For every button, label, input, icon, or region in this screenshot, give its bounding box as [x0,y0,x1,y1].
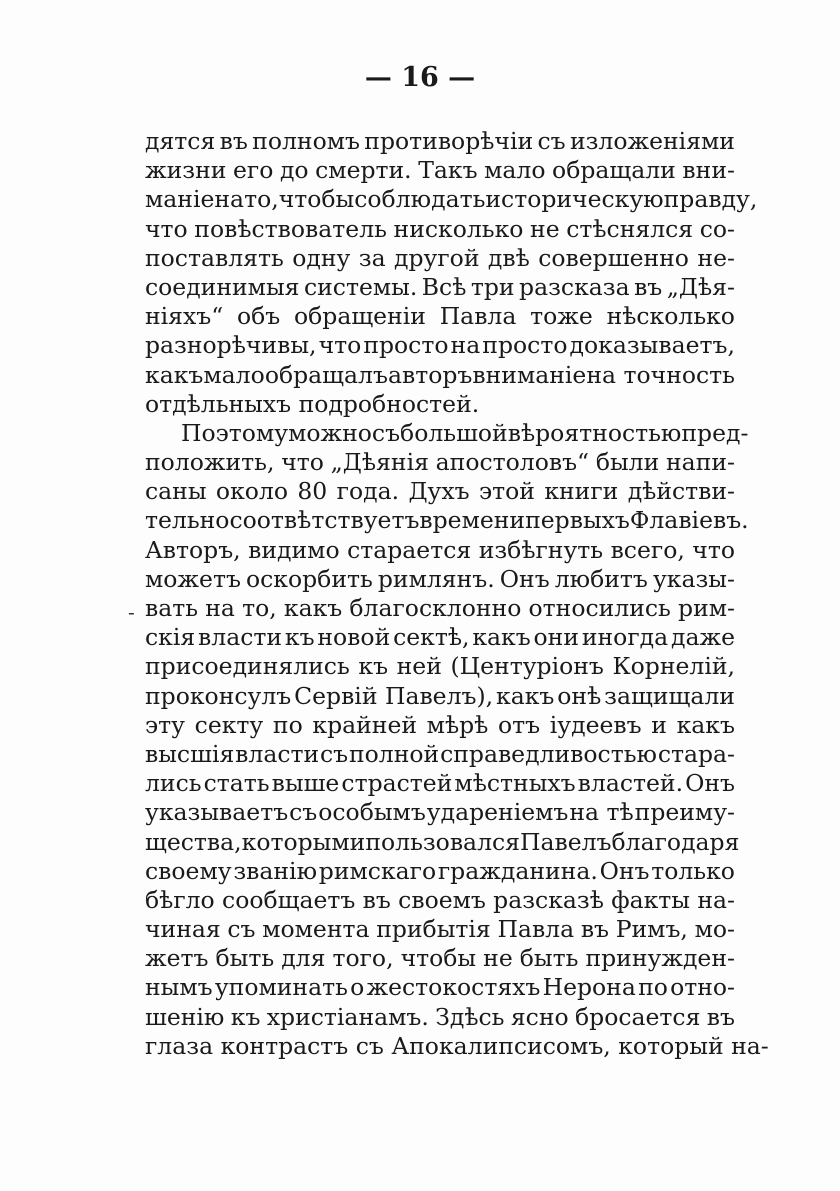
word: Онъ [685,769,735,798]
margin-mark: - [128,600,135,624]
text-line [145,565,735,594]
word: положить, [145,448,275,477]
word: старается [347,535,472,564]
word: поставлять [145,243,284,272]
word: крайней [312,710,418,739]
text-line [145,244,735,273]
word: мало [484,156,546,185]
text-line [145,652,735,681]
word: стара- [657,739,735,768]
word: новой [317,623,391,652]
word: какъ [145,360,204,389]
word: повѣствователь [194,214,387,243]
word: съ [227,915,256,944]
word: подробностей. [298,389,480,418]
word: въ [219,127,248,155]
word: оскорбить [245,564,373,593]
word: дѣйстви- [627,477,735,506]
word: „Дѣянія [330,448,429,477]
word: разсказа [519,272,630,301]
text-line [145,944,735,973]
text-line [145,215,735,244]
word: разсказѣ [493,885,604,914]
word: что [281,448,324,477]
word: какъ [676,710,735,739]
word: власти [198,623,283,652]
word: обращали [552,156,676,185]
word: жетъ [145,944,209,973]
word: принужден- [585,944,735,973]
word: авторъ [387,360,473,389]
word: только [651,856,735,885]
word: съ [371,418,401,447]
word: тельно [145,506,230,535]
word: просто [363,331,449,360]
word: двѣ [487,243,530,272]
word: полной [349,739,440,768]
word: власти [235,739,320,768]
word: 80 [297,477,328,506]
word: Здѣсь [435,1002,505,1031]
word: секту [194,710,264,739]
word: мо- [694,915,735,944]
text-line [145,798,735,827]
word: на [205,594,235,622]
word: упоминать [214,973,348,1002]
word: даже [670,623,735,652]
word: что [692,535,735,564]
word: Сервій Павелъ), [294,681,494,710]
text-line [145,477,735,506]
text-line [145,390,735,419]
word: на [450,331,481,360]
text-line [145,886,735,915]
text-line [145,361,735,390]
word: разнорѣчивы, [145,331,317,360]
word: чиная [145,915,221,944]
word: можно [288,418,372,447]
word: Павла [439,302,517,331]
word: не [530,214,560,243]
text-line [145,973,735,1002]
text-line [145,827,740,857]
word: сообщаетъ [222,885,356,914]
text-line [145,331,735,360]
word: преиму- [634,798,735,827]
word: Поэтому [181,418,289,447]
text-line [145,1003,735,1032]
word: справедливостью [440,739,657,768]
word: времени [419,506,526,535]
word: факты [611,885,690,914]
text-line [145,506,749,535]
word: просто [482,331,568,360]
word: около [215,477,288,506]
text-line [145,302,735,331]
word: на точность [586,360,735,389]
word: контрастъ [220,1031,349,1060]
word: страстей [341,769,453,798]
word: вниманіе [472,360,587,389]
word: обращалъ [264,360,388,389]
word: саны [145,477,207,506]
text-line [145,711,735,740]
word: Павла [497,915,575,944]
word: любитъ [554,564,648,593]
text-line [145,536,735,565]
word: за [358,243,386,272]
word: противорѣчіи [364,127,534,155]
word: съ [320,739,349,768]
body-text [145,127,769,1061]
word: христіанамъ. [266,1002,429,1031]
word: жестокостяхъ [366,973,541,1002]
text-line [145,156,735,185]
word: (Центуріонъ [450,652,604,681]
word: какъ [283,594,343,622]
word: мало [203,360,265,389]
word: нѣсколько [606,302,735,331]
word: въ [706,1002,735,1031]
word: чтобы [278,185,355,214]
word: мѣстныхъ [454,769,576,798]
word: эту [145,710,185,739]
word: правду, [663,185,758,214]
word: можетъ [145,564,241,593]
word: особымъ [318,798,426,827]
word: высшія [145,739,235,768]
word: смерти. [315,156,412,185]
word: „Дѣя- [666,272,735,301]
word: своему [145,856,232,885]
word: одну [292,243,351,272]
word: со- [699,214,735,243]
word: указы- [652,564,735,593]
word: глаза [145,1031,214,1060]
word: на- [731,1031,769,1060]
word: что [145,214,188,243]
word: какъ [472,623,531,652]
word: полномъ [252,127,360,155]
word: соединимыя [145,272,300,301]
word: соблюдать [354,185,486,214]
word: маніе [145,185,215,214]
word: ясно [510,1002,569,1031]
word: шенію [145,1002,225,1031]
word: не- [697,243,735,272]
word: Апокалипсисомъ, [391,1031,611,1060]
word: Всѣ [421,272,467,301]
word: съ [355,1031,384,1060]
word: прибытія [376,915,491,944]
word: для [281,944,326,973]
word: стѣснялся [566,214,694,243]
word: въ [580,915,609,944]
word: гражданина. [437,856,598,885]
word: Такъ [418,156,478,185]
word: относились [528,594,671,622]
word: Духъ [408,477,470,506]
word: римлянъ. [377,564,495,593]
word: были [595,448,660,477]
word: бѣгло [145,885,215,914]
word: системы. [303,272,418,301]
word: быть [519,944,579,973]
word: іудеевъ [549,710,642,739]
word: напи- [666,448,735,477]
word: рим- [678,594,735,622]
word: званію [233,856,318,885]
word: книги [544,477,619,506]
word: обращеніи [293,302,426,331]
word: дятся [145,127,216,155]
word: изложеніями [569,127,735,155]
text-line [145,1031,769,1061]
word: доказываетъ, [569,331,735,360]
word: то, [244,185,279,214]
word: пред- [681,418,749,447]
word: ніяхъ“ [145,302,224,331]
word: другой [394,243,480,272]
word: Нерона [542,973,636,1002]
word: нымъ [145,973,213,1002]
word: на- [697,885,735,914]
word: избѣгнуть [478,535,604,564]
word: который [618,1031,724,1060]
word: первыхъ [525,506,630,535]
word: вни- [682,156,735,185]
word: Флавіевъ. [629,506,749,535]
word: указываетъ [145,798,289,827]
word: бросается [575,1002,701,1031]
word: пользовался [365,827,520,856]
word: до [279,156,309,185]
word: этой [478,477,535,506]
text-line [145,127,735,156]
word: выше [271,769,340,798]
word: къ [284,623,315,652]
word: быть [215,944,275,973]
word: онѣ [557,681,602,710]
text-line [145,418,749,448]
word: его [233,156,274,185]
word: совершенно [538,243,689,272]
word: что [318,331,362,360]
word: года. [336,477,400,506]
word: въ [362,885,391,914]
word: на [214,185,245,214]
word: на тѣ [569,798,634,827]
word: объ [236,302,281,331]
text-line [145,273,735,302]
word: благодаря [611,827,740,856]
text-line [145,857,735,886]
word: стать [203,769,270,798]
word: Авторъ, [145,535,241,564]
word: лись [145,769,202,798]
word: того, [332,944,394,973]
word: Онъ [599,856,650,885]
word: не [483,944,513,973]
word: соотвѣтствуетъ [229,506,420,535]
word: нисколько [393,214,524,243]
text-line [145,623,735,652]
word: щества, [145,827,242,856]
word: съ [537,127,566,155]
word: въ [634,272,663,301]
word: вать [145,594,199,622]
word: ней [396,652,442,681]
word: отъ [498,710,541,739]
word: о [350,973,365,1002]
word: благосклонно [349,594,522,622]
word: мѣрѣ [426,710,489,739]
word: всего, [610,535,685,564]
word: по [272,710,303,739]
word: какъ [496,681,555,710]
word: Онъ [499,564,550,593]
word: властей. [577,769,684,798]
text-line [145,185,758,214]
text-line [145,769,735,798]
word: которыми [241,827,366,856]
word: отдѣльныхъ [145,389,292,418]
word: большой [400,418,508,447]
word: Римъ, [615,915,688,944]
word: вѣроятностью [507,418,682,447]
text-line [145,594,735,623]
word: апостоловъ“ [435,448,590,477]
text-line [145,915,735,944]
word: иногда [581,623,669,652]
word: тоже [530,302,593,331]
word: къ [230,1002,261,1031]
word: и [651,710,667,739]
word: удареніемъ [426,798,569,827]
word: Корнелій, [612,652,735,681]
word: римскаго [318,856,437,885]
word: чтобы [400,944,477,973]
word: они [533,623,579,652]
page-number: — 16 — [364,62,476,93]
word: то, [242,594,277,622]
word: момента [262,915,370,944]
word: жизни [145,156,227,185]
word: по [638,973,668,1002]
text-line [145,448,735,477]
word: своемъ [398,885,486,914]
word: Павелъ [519,827,612,856]
word: къ [358,652,389,681]
text-line [145,740,735,769]
word: защищали [604,681,735,710]
word: проконсулъ [145,681,292,710]
text-line [145,682,735,711]
word: съ [289,798,318,827]
word: сектѣ, [393,623,470,652]
word: историческую [485,185,664,214]
word: присоединялись [145,652,350,681]
word: скія [145,623,196,652]
word: три [470,272,515,301]
word: видимо [248,535,340,564]
word: отно- [670,973,735,1002]
